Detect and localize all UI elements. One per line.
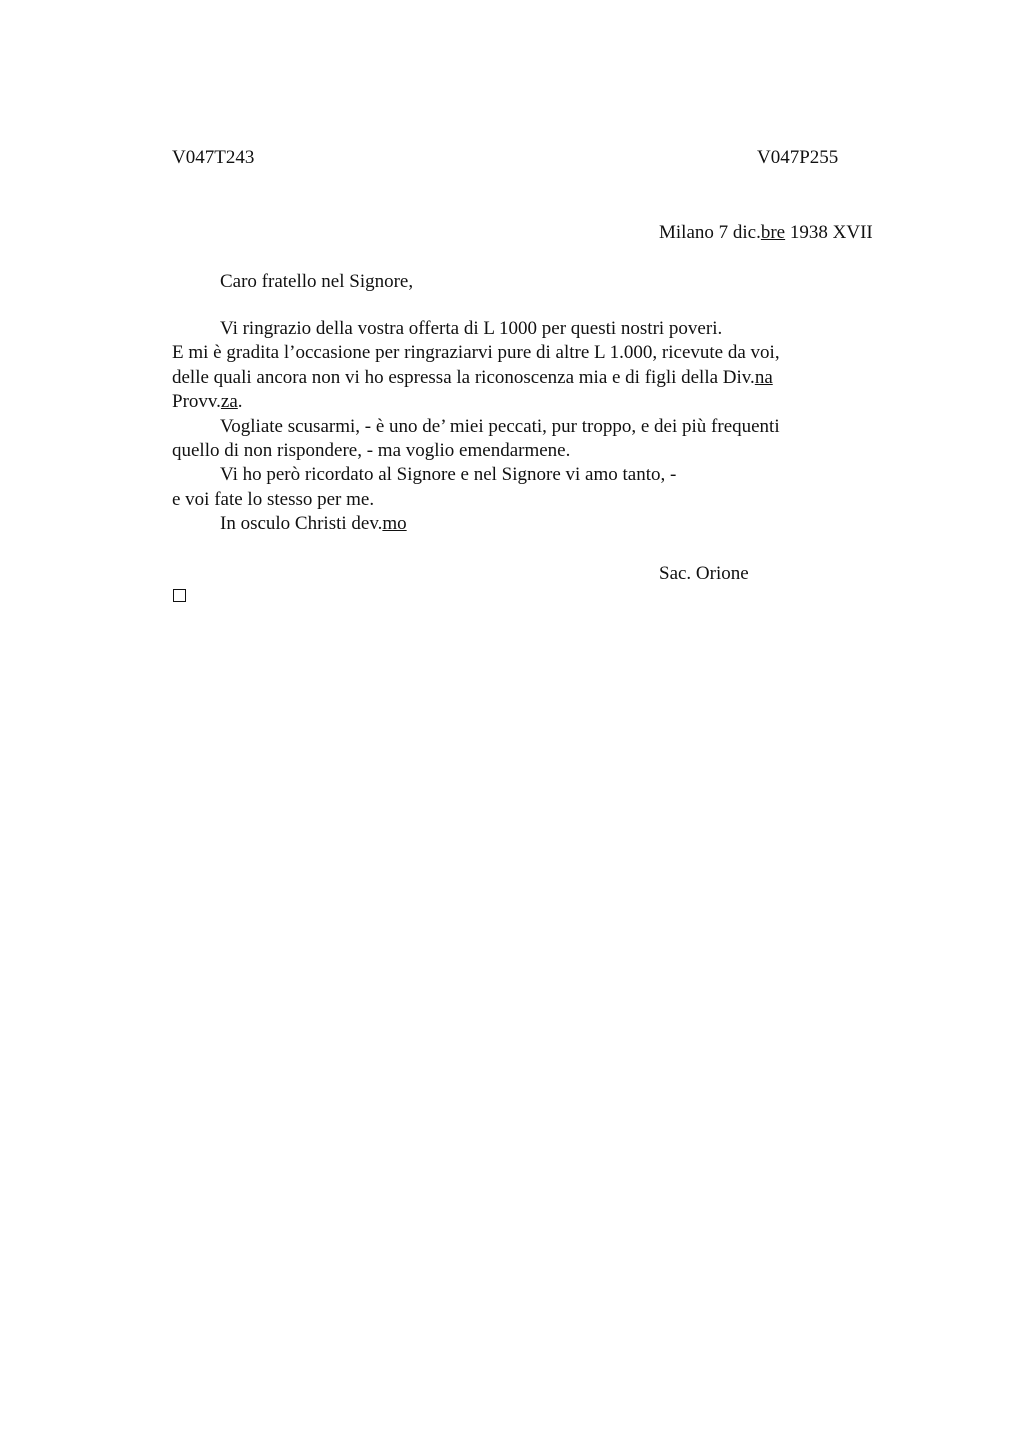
- body-text: .: [237, 391, 243, 413]
- body-line: [172, 512, 872, 536]
- letter-signature: Sac. Orione: [659, 563, 749, 584]
- date-suffix: 1938 XVII: [785, 222, 873, 243]
- document-reference-right: V047P255: [757, 147, 839, 168]
- body-abbreviation: za: [220, 391, 238, 413]
- body-line: [172, 390, 872, 414]
- body-line: quello di non rispondere, - ma voglio emendarmene.: [172, 440, 571, 462]
- body-line: Vogliate scusarmi, - è uno de’ miei peccati, pur troppo, e dei più frequenti: [220, 415, 780, 437]
- body-line: e voi fate lo stesso per me.: [172, 488, 375, 510]
- date-prefix: Milano 7 dic.: [659, 222, 761, 243]
- checkbox-square-icon: [173, 589, 186, 602]
- body-line: E mi è gradita l’occasione per ringraziarvi pure di altre L 1.000, ricevute da voi,: [172, 342, 780, 364]
- body-abbreviation: mo: [382, 513, 407, 535]
- letter-date: [659, 221, 873, 245]
- body-text: delle quali ancora non vi ho espressa la riconoscenza mia e di figli della Div.: [172, 366, 755, 388]
- letter-body: [172, 317, 872, 537]
- document-reference-left: V047T243: [172, 147, 255, 168]
- body-line: [172, 366, 872, 390]
- body-text: In osculo Christi dev.: [220, 513, 383, 535]
- letter-salutation: Caro fratello nel Signore,: [220, 271, 414, 292]
- body-line: Vi ringrazio della vostra offerta di L 1000 per questi nostri poveri.: [220, 318, 723, 339]
- body-abbreviation: na: [754, 366, 773, 388]
- body-line: Vi ho però ricordato al Signore e nel Signore vi amo tanto, -: [220, 464, 677, 486]
- date-abbreviation: bre: [760, 222, 786, 243]
- body-text: Provv.: [172, 391, 221, 413]
